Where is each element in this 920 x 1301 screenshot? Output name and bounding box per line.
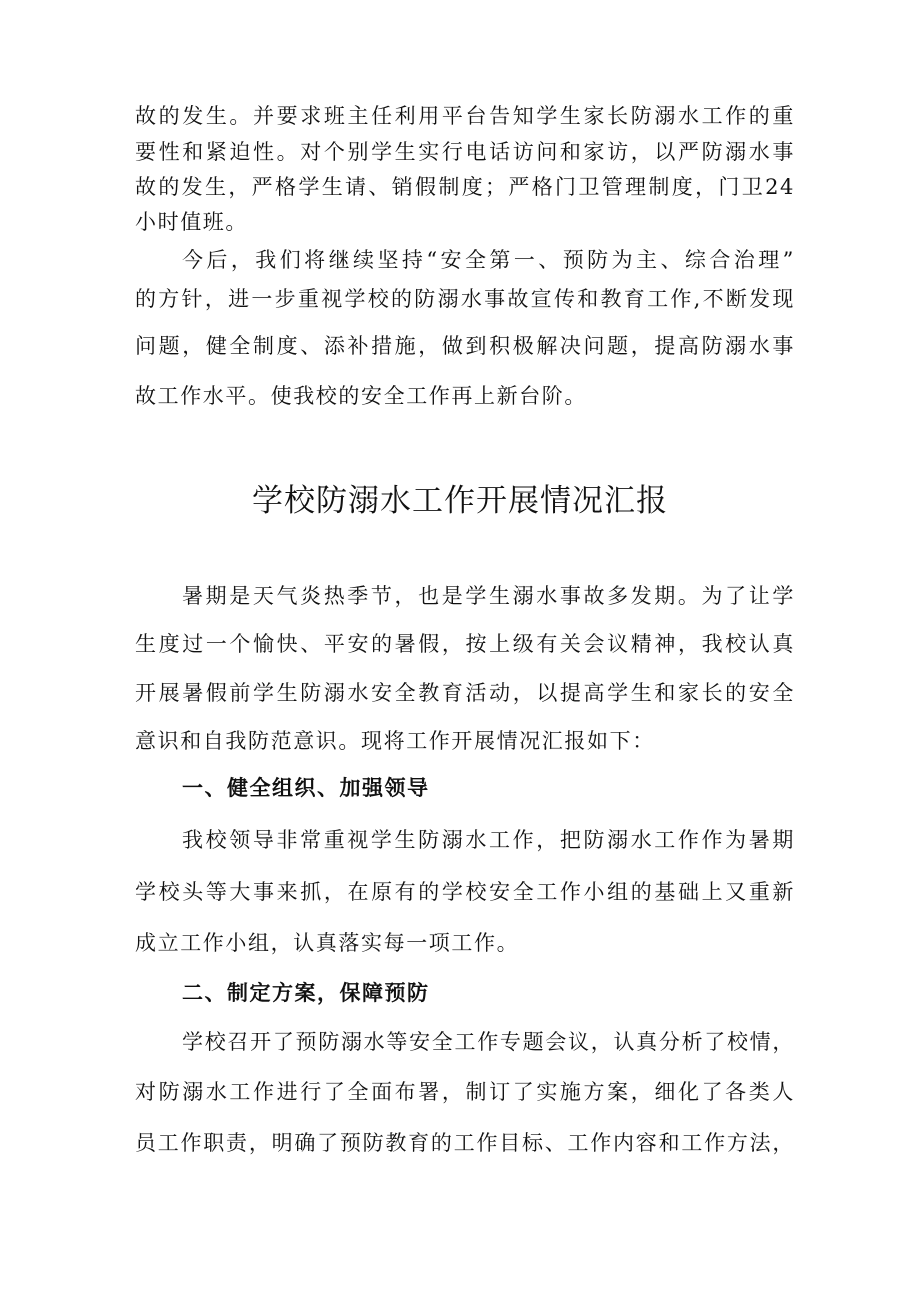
paragraph-line: 生度过一个愉快、平安的暑假，按上级有关会议精神，我校认真	[135, 632, 795, 656]
paragraph-line: 学校头等大事来抓，在原有的学校安全工作小组的基础上又重新	[135, 880, 795, 904]
paragraph-line: 要性和紧迫性。对个别学生实行电话访问和家访，以严防溺水事	[135, 140, 795, 164]
paragraph-line: 意识和自我防范意识。现将工作开展情况汇报如下：	[135, 729, 655, 753]
paragraph-line: 暑期是天气炎热季节，也是学生溺水事故多发期。为了让学	[182, 584, 795, 608]
paragraph-line: 我校领导非常重视学生防溺水工作，把防溺水工作作为暑期	[182, 828, 795, 852]
paragraph-line: 对防溺水工作进行了全面布署，制订了实施方案，细化了各类人	[135, 1080, 795, 1104]
paragraph-line: 故的发生。并要求班主任利用平台告知学生家长防溺水工作的重	[135, 104, 795, 128]
paragraph-line: 学校召开了预防溺水等安全工作专题会议，认真分析了校情，	[182, 1030, 795, 1054]
section-heading-1: 一、健全组织、加强领导	[182, 776, 430, 800]
paragraph-line: 故工作水平。使我校的安全工作再上新台阶。	[135, 384, 587, 408]
section-heading-2: 二、制定方案，保障预防	[182, 981, 430, 1005]
paragraph-line: 的方针，进一步重视学校的防溺水事故宣传和教育工作,不断发现	[135, 287, 795, 311]
paragraph-line: 员工作职责，明确了预防教育的工作目标、工作内容和工作方法，	[135, 1131, 795, 1155]
paragraph-line: 开展暑假前学生防溺水安全教育活动，以提高学生和家长的安全	[135, 681, 795, 705]
paragraph-line: 问题，健全制度、添补措施，做到积极解决问题，提高防溺水事	[135, 334, 795, 358]
report-title: 学校防溺水工作开展情况汇报	[252, 483, 668, 519]
paragraph-line: 成立工作小组，认真落实每一项工作。	[135, 931, 520, 955]
paragraph-line: 小时值班。	[135, 210, 248, 234]
paragraph-line: 今后，我们将继续坚持“安全第一、预防为主、综合治理”	[182, 248, 795, 272]
paragraph-line: 故的发生，严格学生请、销假制度；严格门卫管理制度，门卫24	[135, 175, 795, 199]
